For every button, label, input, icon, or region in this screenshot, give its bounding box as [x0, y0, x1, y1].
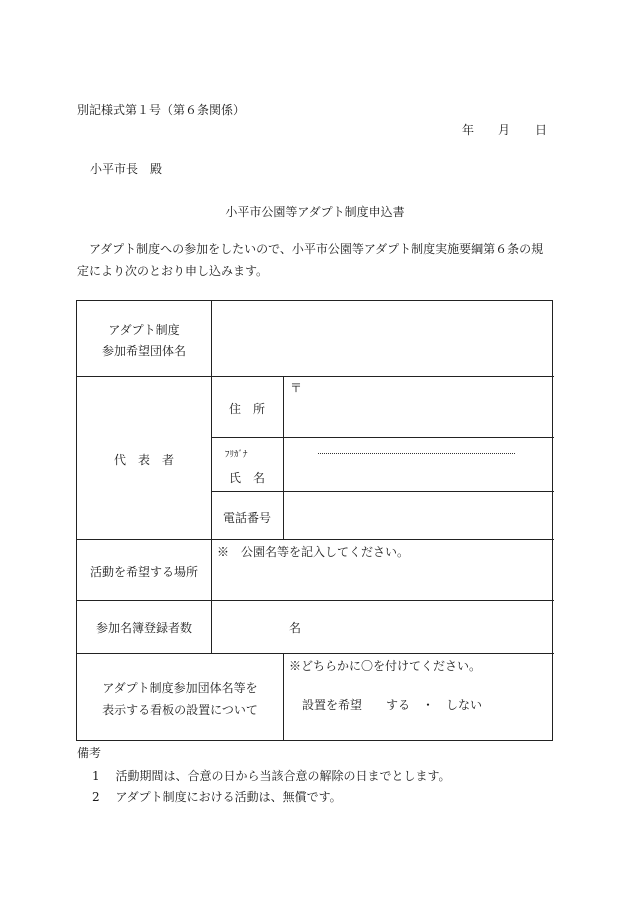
addressee: 小平市長 殿: [90, 162, 163, 176]
members-field[interactable]: [212, 601, 553, 652]
document-title: 小平市公園等アダプト制度申込書: [225, 205, 405, 219]
phone-field[interactable]: [284, 492, 553, 538]
notes-title: 備考: [77, 746, 102, 760]
members-unit: 名: [289, 621, 302, 635]
row-divider: [77, 653, 554, 654]
name-label: 氏 名: [228, 471, 265, 485]
group-name-field[interactable]: [212, 301, 553, 375]
address-label: 住 所: [228, 402, 265, 416]
intro-paragraph: アダプト制度への参加をしたいので、小平市公園等アダプト制度実施要綱第６条の規定により次のとおり申し込みます。: [77, 242, 544, 278]
sign-label-line2: 表示する看板の設置について: [102, 703, 258, 717]
location-note: ※ 公園名等を記入してください。: [217, 545, 410, 559]
sign-choice[interactable]: 設置を希望 する ・ しない: [302, 698, 483, 712]
address-field[interactable]: [284, 377, 553, 436]
date-day-label: 日: [535, 123, 548, 137]
group-name-label-line2: 参加希望団体名: [101, 344, 186, 358]
phone-label: 電話番号: [222, 511, 271, 525]
name-field[interactable]: [284, 438, 553, 490]
furigana-label: ﾌﾘｶﾞﾅ: [225, 450, 248, 460]
note-item: 1 活動期間は、合意の日から当該合意の解除の日までとします。: [92, 769, 451, 783]
sign-label-line1: アダプト制度参加団体名等を: [102, 681, 258, 695]
members-label: 参加名簿登録者数: [95, 621, 192, 635]
form-number: 別記様式第１号（第６条関係）: [77, 103, 246, 117]
group-name-label-line1: アダプト制度: [108, 323, 180, 337]
location-field[interactable]: [212, 540, 553, 599]
application-table: [76, 300, 553, 741]
representative-label: 代 表 者: [113, 453, 174, 467]
date-month-label: 月: [498, 123, 511, 137]
column-divider: [283, 653, 284, 741]
location-label: 活動を希望する場所: [89, 565, 198, 579]
postal-mark: 〒: [290, 381, 303, 395]
date-year-label: 年: [462, 123, 475, 137]
note-item: 2 アダプト制度における活動は、無償です。: [92, 790, 342, 804]
sign-note: ※どちらかに〇を付けてください。: [289, 659, 482, 673]
